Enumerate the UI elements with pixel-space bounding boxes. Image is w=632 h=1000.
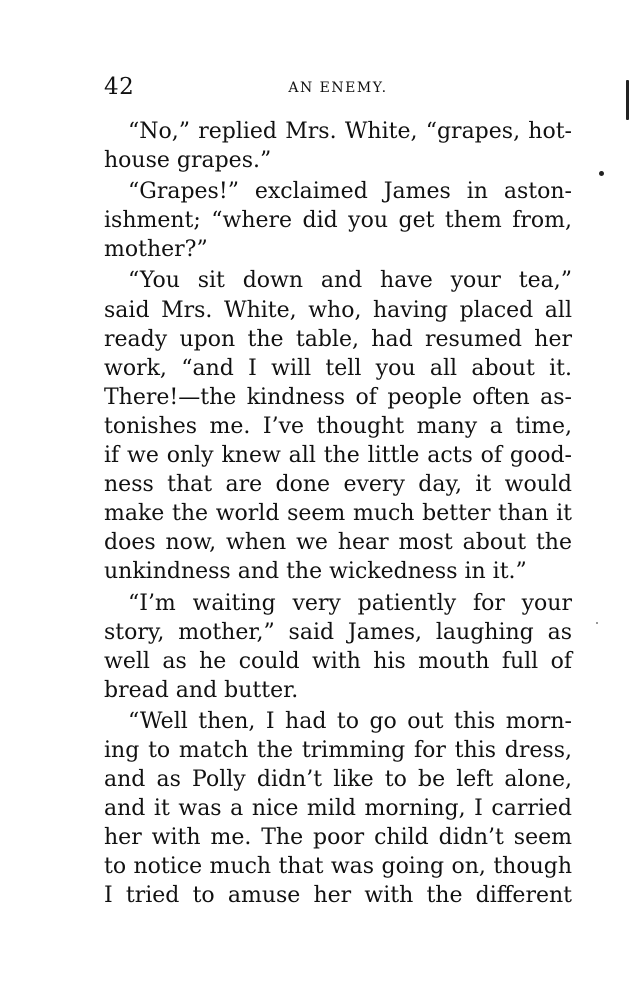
paragraph <box>104 266 572 586</box>
text-line: story, mother,” said James, laughing as <box>104 619 572 645</box>
text-line: ing to match the trimming for this dress, <box>104 737 572 763</box>
text-line: “Grapes!” exclaimed James in aston- <box>128 179 572 205</box>
page-header <box>104 74 572 104</box>
paragraph <box>104 707 572 911</box>
text-line: house grapes.” <box>104 148 272 174</box>
text-line: ready upon the table, had resumed her <box>104 326 572 352</box>
text-line: “I’m waiting very patiently for your <box>128 590 572 616</box>
text-line: well as he could with his mouth full of <box>104 648 572 674</box>
text-line: her with me. The poor child didn’t seem <box>104 825 572 851</box>
text-line: said Mrs. White, who, having placed all <box>104 297 572 323</box>
text-line: ishment; “where did you get them from, <box>104 208 572 234</box>
paragraph <box>104 117 572 175</box>
page-number: 42 <box>104 74 135 100</box>
text-line: bread and butter. <box>104 677 299 703</box>
text-line: tonishes me. I’ve thought many a time, <box>104 413 572 439</box>
text-line: There!—the kindness of people often as- <box>104 384 572 410</box>
text-line: to notice much that was going on, though <box>104 854 572 880</box>
text-line: make the world seem much better than it <box>104 501 572 527</box>
body-text <box>104 117 572 911</box>
text-line: if we only knew all the little acts of good- <box>104 443 572 469</box>
text-line: ness that are done every day, it would <box>104 472 572 498</box>
text-line: I tried to amuse her with the different <box>104 883 572 909</box>
paragraph <box>104 177 572 264</box>
paragraph <box>104 589 572 705</box>
text-line: “No,” replied Mrs. White, “grapes, hot- <box>128 119 572 144</box>
ink-speck <box>599 171 604 176</box>
running-head: AN ENEMY. <box>288 80 388 96</box>
text-line: unkindness and the wickedness in it.” <box>104 559 527 585</box>
text-line: and as Polly didn’t like to be left alone, <box>104 767 572 793</box>
text-line: “Well then, I had to go out this morn- <box>128 708 572 734</box>
ink-speck <box>596 622 598 624</box>
page-edge-mark <box>626 80 629 120</box>
text-line: mother?” <box>104 237 208 263</box>
text-line: “You sit down and have your tea,” <box>128 268 572 294</box>
text-line: and it was a nice mild morning, I carried <box>104 796 572 822</box>
text-line: does now, when we hear most about the <box>104 530 572 556</box>
text-line: work, “and I will tell you all about it. <box>104 355 572 381</box>
